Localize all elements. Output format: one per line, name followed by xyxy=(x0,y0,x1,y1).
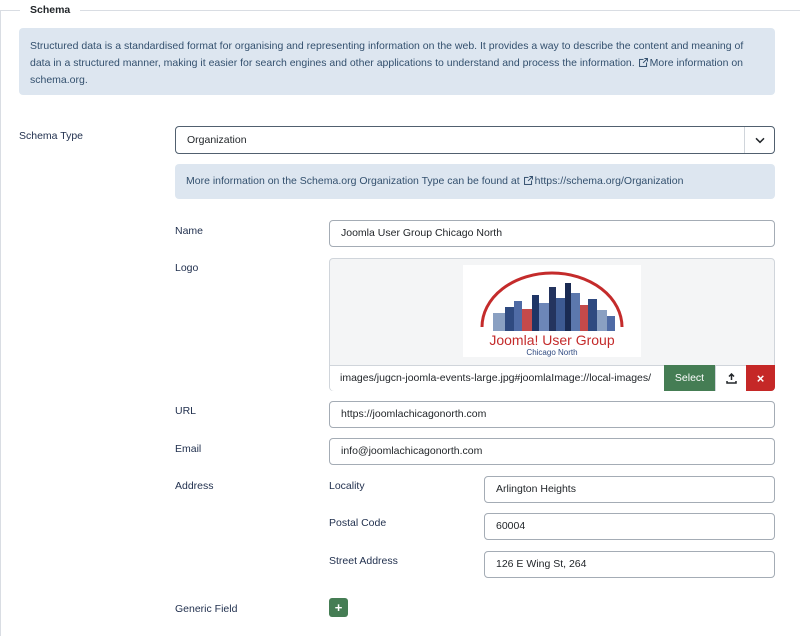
clear-image-button[interactable] xyxy=(746,365,775,391)
address-label: Address xyxy=(175,480,214,492)
add-generic-field-button[interactable] xyxy=(329,598,348,617)
locality-input[interactable]: Arlington Heights xyxy=(484,476,775,503)
logo-sub-text: Chicago North xyxy=(526,348,578,357)
url-input[interactable]: https://joomlachicagonorth.com xyxy=(329,401,775,428)
external-link-icon xyxy=(639,58,648,67)
logo-preview-image xyxy=(463,265,641,357)
external-link-icon xyxy=(524,176,533,185)
schema-type-value: Organization xyxy=(187,134,247,146)
street-address-input[interactable]: 126 E Wing St, 264 xyxy=(484,551,775,578)
logo-main-text: Joomla! User Group xyxy=(489,332,615,348)
chevron-down-icon xyxy=(744,127,774,153)
schema-intro-alert xyxy=(19,28,775,95)
upload-button[interactable] xyxy=(715,365,746,391)
postal-code-label: Postal Code xyxy=(329,517,387,529)
locality-label: Locality xyxy=(329,480,365,492)
intro-text: Structured data is a standardised format for organising and representing information on the web. It provides a way to describe the content and meaning of data in a structured manner, making it easier for search engines and other applications to understand and process the information. xyxy=(30,40,744,69)
schema-type-info-text: More information on the Schema.org Organization Type can be found at xyxy=(186,175,520,187)
close-icon: × xyxy=(756,370,765,386)
fieldset-border xyxy=(0,10,1,636)
jug-logo xyxy=(463,265,641,357)
fieldset-legend: Schema xyxy=(20,4,80,16)
schema-type-info-link[interactable]: https://schema.org/Organization xyxy=(534,175,684,187)
generic-field-label: Generic Field xyxy=(175,603,238,615)
name-input[interactable]: Joomla User Group Chicago North xyxy=(329,220,775,247)
logo-path-input[interactable]: images/jugcn-joomla-events-large.jpg#joomlaImage://local-images/ xyxy=(330,365,664,391)
schema-type-select[interactable] xyxy=(175,126,775,154)
url-label: URL xyxy=(175,405,197,417)
street-address-label: Street Address xyxy=(329,555,398,567)
plus-icon: + xyxy=(334,600,343,615)
schema-type-label: Schema Type xyxy=(19,130,84,142)
logo-media-field xyxy=(329,258,775,391)
email-input[interactable]: info@joomlachicagonorth.com xyxy=(329,438,775,465)
select-image-button[interactable]: Select xyxy=(664,365,715,391)
schema-type-info-alert xyxy=(175,164,775,199)
postal-code-input[interactable]: 60004 xyxy=(484,513,775,540)
logo-label: Logo xyxy=(175,262,199,274)
schema-org-link[interactable]: More information on schema.org. xyxy=(30,57,744,86)
name-label: Name xyxy=(175,225,204,237)
upload-icon xyxy=(726,373,737,384)
email-label: Email xyxy=(175,443,202,455)
